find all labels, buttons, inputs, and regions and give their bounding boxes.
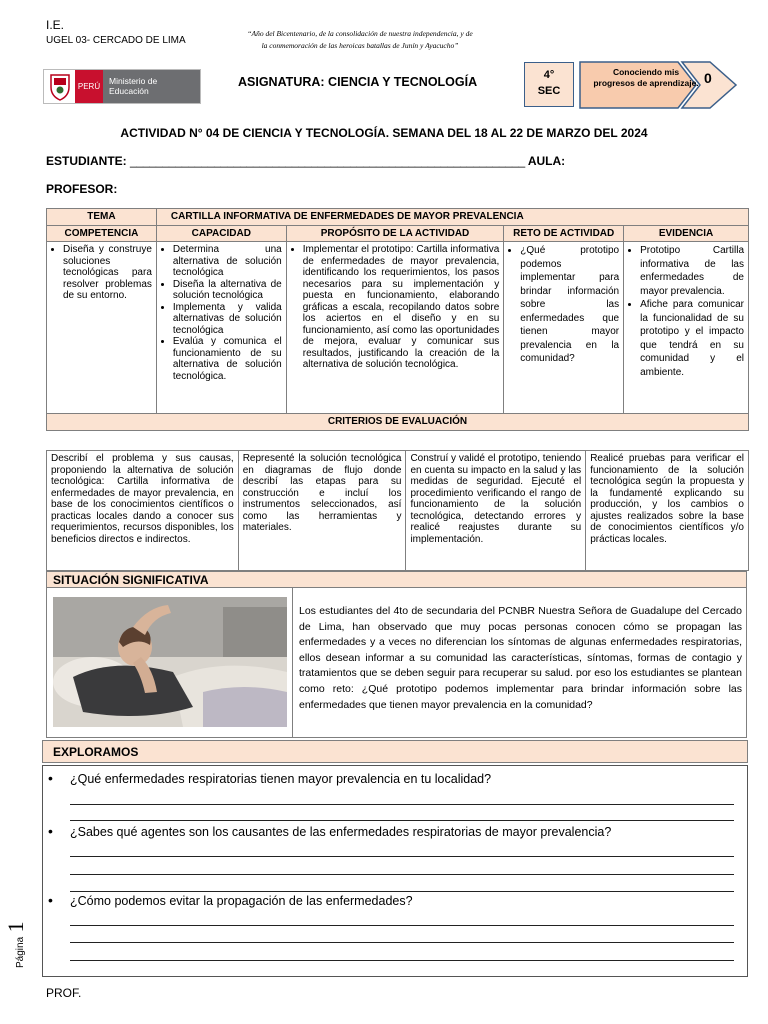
profesor-label: PROFESOR: (46, 182, 118, 196)
ministry-name (103, 70, 200, 103)
criterios-table (46, 450, 749, 571)
subject-title: ASIGNATURA: CIENCIA Y TECNOLOGÍA (238, 75, 478, 89)
header-reto: RETO DE ACTIVIDAD (504, 225, 624, 242)
page-number (3, 908, 43, 968)
question-text: ¿Sabes qué agentes son los causantes de las enfermedades respiratorias de mayor prevalencia? (70, 825, 612, 839)
activity-table (46, 208, 749, 431)
header-row (47, 225, 749, 242)
capacidad-item: • Diseña la alternativa de solución tecnológica (173, 279, 282, 302)
progress-label: Conociendo mis progresos de aprendizaje. (593, 67, 699, 88)
answer-line[interactable] (70, 960, 734, 961)
progress-value: 0 (704, 70, 712, 86)
country-label: PERÚ (75, 70, 103, 103)
question-1 (48, 770, 492, 786)
student-label: ESTUDIANTE: (46, 154, 127, 168)
tema-row (47, 209, 749, 226)
page-word: Página (15, 936, 26, 968)
answer-line[interactable] (70, 804, 734, 805)
answer-line[interactable] (70, 874, 734, 875)
header-competencia: COMPETENCIA (47, 225, 157, 242)
question-3 (48, 892, 413, 908)
evidencia-item: • Prototipo Cartilla informativa de las enfermedades de mayor prevalencia. (640, 244, 744, 298)
bullet-icon: • (48, 823, 53, 839)
competencia-cell (47, 242, 157, 414)
header-evidencia: EVIDENCIA (624, 225, 749, 242)
criterio-cell: Construí y validé el prototipo, teniendo en cuenta su impacto en la salud y las medidas de seguridad. Ejecuté el procedimiento verificando el rango de funcionamiento de la solución tecnológica, detectando errores y realicé reajustes durante su implementación. (406, 451, 586, 571)
evidencia-item: • Afiche para comunicar la funcionalidad de su prototipo y el impacto que tendrá en su comunidad y el ambiente. (640, 298, 744, 379)
situacion-label: SITUACIÓN SIGNIFICATIVA (46, 571, 747, 588)
criterios-label: CRITERIOS DE EVALUACIÓN (47, 414, 749, 431)
exploramos-box (42, 765, 748, 977)
answer-line[interactable] (70, 942, 734, 943)
criterio-cell: Realicé pruebas para verificar el funcionamiento de la solución tecnológica según la propuesta y la fundamenté explicando su producción, y los cambios o ajustes realizados sobre la base de conocimientos científicos y/o prácticas locales. (586, 451, 749, 571)
grade-box (524, 62, 574, 107)
activity-title: ACTIVIDAD N° 04 DE CIENCIA Y TECNOLOGÍA. SEMANA DEL 18 AL 22 DE MARZO DEL 2024 (120, 126, 648, 140)
bullet-icon: • (48, 770, 53, 786)
year-motto (210, 28, 510, 52)
capacidad-cell (156, 242, 286, 414)
content-row (47, 242, 749, 414)
header-capacidad: CAPACIDAD (156, 225, 286, 242)
ministry-line-2: Educación (109, 86, 149, 96)
prof-label: PROF. (46, 986, 82, 1000)
situacion-divider (292, 588, 293, 738)
criterios-row (47, 451, 749, 571)
sick-person-image (53, 597, 287, 727)
tema-value: CARTILLA INFORMATIVA DE ENFERMEDADES DE MAYOR PREVALENCIA (156, 209, 748, 226)
ministry-logo (43, 69, 201, 104)
reto-item: • ¿Qué prototipo podemos implementar para brindar información sobre las enfermedades que tienen mayor prevalencia en la comunidad? (520, 244, 619, 366)
tema-label: TEMA (47, 209, 157, 226)
competencia-item: • Diseña y construye soluciones tecnológicas para resolver problemas de su entorno. (63, 244, 152, 302)
student-row (46, 154, 565, 168)
criterio-cell: Describí el problema y sus causas, proponiendo la alternativa de solución tecnológica: Cartilla informativa de enfermedades de mayor prevalencia, en base de los conocimientos científicos o practicas locales dando a conocer sus requerimientos, recursos disponibles, los beneficios directos e indirectos. (47, 451, 239, 571)
school-label: I.E. (46, 18, 65, 32)
capacidad-item: • Evalúa y comunica el funcionamiento de su alternativa de solución tecnológica. (173, 336, 282, 382)
answer-line[interactable] (70, 820, 734, 821)
question-text: ¿Cómo podemos evitar la propagación de las enfermedades? (70, 894, 413, 908)
proposito-cell (286, 242, 504, 414)
answer-line[interactable] (70, 925, 734, 926)
ministry-line-1: Ministerio de (109, 76, 158, 86)
motto-line-1: “Año del Bicentenario, de la consolidación de nuestra independencia, y de (247, 29, 473, 38)
proposito-item: • Implementar el prototipo: Cartilla informativa de enfermedades de mayor prevalencia, identificando los requerimientos, los pasos necesarios para su implementación y puesta en funcionamiento, elaborando gráficas a escala, recopilando datos sobre los aciertos en el diseño y en su funcionamiento, así como las oportunidades de mejora, evaluar y comunicar sus resultados, justificando la creación de la alternativa de solución tecnológica. (303, 244, 500, 371)
shield-icon (44, 70, 75, 103)
aula-label: AULA: (527, 154, 566, 168)
capacidad-item: • Implementa y valida alternativas de solución tecnológica (173, 302, 282, 337)
criterios-header-row (47, 414, 749, 431)
bullet-icon: • (48, 892, 53, 908)
capacidad-item: • Determina una alternativa de solución tecnológica (173, 244, 282, 279)
ugel-label: UGEL 03- CERCADO DE LIMA (46, 35, 186, 46)
level-value: SEC (537, 85, 561, 97)
answer-line[interactable] (70, 856, 734, 857)
evidencia-cell (624, 242, 749, 414)
answer-line[interactable] (70, 891, 734, 892)
grade-value: 4° (543, 69, 555, 81)
page-number-value: 1 (3, 921, 28, 933)
reto-cell (504, 242, 624, 414)
student-name-field[interactable]: _____________________________________________________________ (130, 154, 525, 168)
motto-line-2: la conmemoración de las heroicas batallas de Junín y Ayacucho” (261, 41, 459, 50)
exploramos-label: EXPLORAMOS (42, 740, 748, 763)
header-proposito: PROPÓSITO DE LA ACTIVIDAD (286, 225, 504, 242)
criterio-cell: Representé la solución tecnológica en diagramas de flujo donde describí las etapas para su construcción e incluí los instrumentos seleccionados, así como las herramientas y materiales. (238, 451, 406, 571)
question-2 (48, 823, 612, 839)
question-text: ¿Qué enfermedades respiratorias tienen mayor prevalencia en tu localidad? (70, 772, 492, 786)
situacion-text: Los estudiantes del 4to de secundaria del PCNBR Nuestra Señora de Guadalupe del Cercado de Lima, han observado que muy pocas personas conocen cómo se propagan las enfermedades y a veces no diferencian los síntomas de algunas enfermedades respiratorias, ellos desean informar a su comunidad las características, síntomas, formas de contagio y tratamientos que se deben seguir para recuperar su salud. por eso los estudiantes se plantean como reto: ¿Qué prototipo podemos implementar para brindar información sobre las enfermedades que tienen mayor prevalencia en la comunidad? (299, 605, 742, 711)
